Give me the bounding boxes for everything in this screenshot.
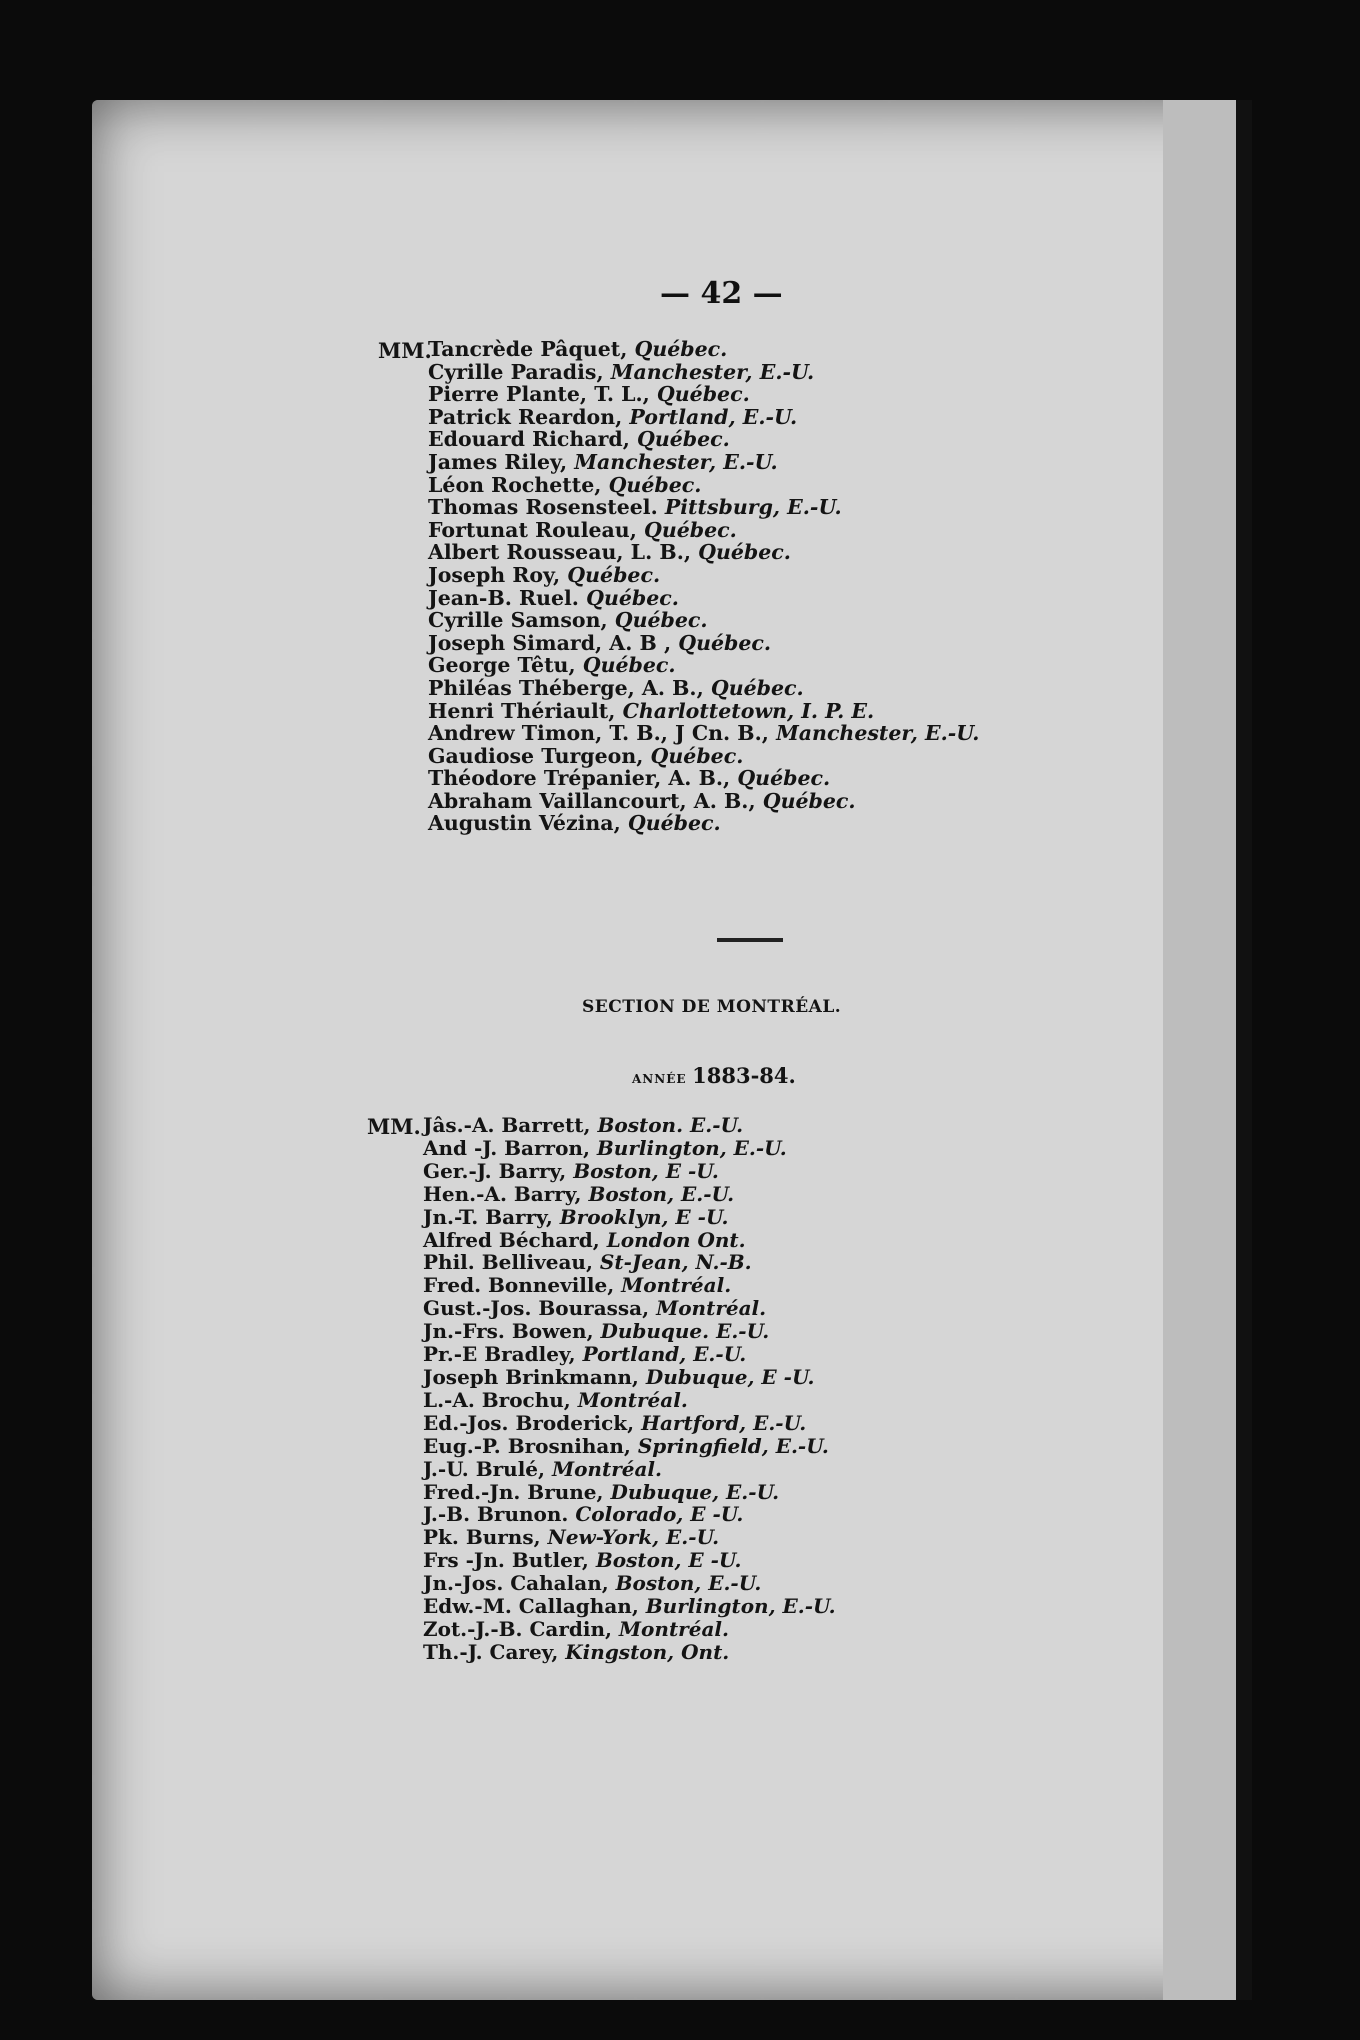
binding-gutter bbox=[1236, 100, 1252, 2000]
member-location: Dubuque, E.-U. bbox=[610, 1479, 780, 1504]
member-location: Québec. bbox=[643, 517, 737, 542]
member-location: Québec. bbox=[678, 630, 772, 655]
member-name: Abraham Vaillancourt, A. B., bbox=[428, 788, 763, 813]
member-location: Colorado, E -U. bbox=[575, 1502, 744, 1527]
member-location: Portland, E.-U. bbox=[582, 1342, 747, 1367]
member-name: Jn.-Frs. Bowen, bbox=[423, 1319, 601, 1344]
list-item bbox=[428, 383, 979, 406]
member-name: Albert Rousseau, L. B., bbox=[428, 540, 699, 565]
list-item bbox=[428, 519, 979, 542]
member-location: Pittsburg, E.-U. bbox=[664, 495, 842, 520]
member-name: Augustin Vézina, bbox=[428, 811, 628, 836]
member-location: Brooklyn, E -U. bbox=[559, 1204, 729, 1229]
list-item bbox=[428, 722, 979, 745]
member-location: Boston, E.-U. bbox=[615, 1571, 762, 1596]
member-location: Québec. bbox=[586, 585, 679, 610]
member-location: Québec. bbox=[737, 766, 831, 791]
list-item bbox=[428, 745, 979, 768]
member-location: Québec. bbox=[614, 608, 708, 633]
member-name: J.-U. Brulé, bbox=[423, 1456, 552, 1481]
list-prefix: MM. bbox=[378, 338, 432, 363]
member-name: Alfred Béchard, bbox=[423, 1227, 607, 1252]
list-item bbox=[423, 1206, 836, 1229]
list-item bbox=[423, 1343, 836, 1366]
list-item bbox=[428, 654, 979, 677]
member-location: Québec. bbox=[710, 675, 804, 700]
list-item bbox=[428, 609, 979, 632]
member-location: Manchester, E.-U. bbox=[776, 721, 980, 746]
member-list-quebec bbox=[428, 338, 979, 835]
list-item bbox=[423, 1595, 836, 1618]
list-item bbox=[428, 677, 979, 700]
member-location: Boston. E.-U. bbox=[597, 1113, 744, 1137]
list-item bbox=[423, 1297, 836, 1320]
member-location: Burlington, E.-U. bbox=[645, 1594, 836, 1619]
member-name: George Têtu, bbox=[428, 653, 583, 678]
list-item bbox=[423, 1389, 836, 1412]
list-item bbox=[423, 1160, 836, 1183]
member-name: Théodore Trépanier, A. B., bbox=[428, 766, 738, 791]
member-name: Ger.-J. Barry, bbox=[423, 1158, 574, 1183]
list-item bbox=[423, 1481, 836, 1504]
member-location: Québec. bbox=[762, 788, 856, 813]
member-location: Montréal. bbox=[656, 1296, 767, 1321]
list-item bbox=[423, 1320, 836, 1343]
member-location: Montréal. bbox=[551, 1456, 662, 1481]
member-location: Boston, E -U. bbox=[573, 1158, 719, 1183]
member-name: Léon Rochette, bbox=[428, 472, 609, 497]
list-item bbox=[423, 1183, 836, 1206]
list-item bbox=[423, 1458, 836, 1481]
member-list-montreal bbox=[423, 1114, 836, 1664]
member-location: Québec. bbox=[582, 653, 676, 678]
member-location: Manchester, E.-U. bbox=[610, 359, 815, 384]
member-location: Québec. bbox=[634, 337, 728, 361]
member-name: Gust.-Jos. Bourassa, bbox=[423, 1296, 657, 1321]
member-name: Cyrille Paradis, bbox=[428, 359, 611, 384]
page-number: — 42 — bbox=[660, 276, 783, 311]
year-label: ANNÉE bbox=[632, 1072, 687, 1086]
list-item bbox=[428, 428, 979, 451]
member-name: Jâs.-A. Barrett, bbox=[423, 1113, 598, 1137]
list-item bbox=[423, 1137, 836, 1160]
member-name: Zot.-J.-B. Cardin, bbox=[423, 1616, 619, 1641]
member-location: Québec. bbox=[627, 811, 721, 836]
member-name: Cyrille Samson, bbox=[428, 608, 615, 633]
list-item bbox=[428, 338, 979, 361]
member-location: Springfield, E.-U. bbox=[637, 1433, 829, 1458]
list-item bbox=[423, 1114, 836, 1137]
member-name: Andrew Timon, T. B., J Cn. B., bbox=[428, 721, 777, 746]
member-location: Québec. bbox=[698, 540, 791, 565]
member-name: Thomas Rosensteel. bbox=[428, 495, 665, 520]
member-location: Kingston, Ont. bbox=[565, 1639, 730, 1664]
list-item bbox=[423, 1366, 836, 1389]
member-name: Phil. Belliveau, bbox=[423, 1250, 600, 1275]
list-item bbox=[428, 496, 979, 519]
member-name: Jean-B. Ruel. bbox=[428, 585, 587, 610]
list-item bbox=[423, 1549, 836, 1572]
member-name: L.-A. Brochu, bbox=[423, 1387, 578, 1412]
list-item bbox=[428, 451, 979, 474]
list-item bbox=[428, 406, 979, 429]
list-item bbox=[428, 361, 979, 384]
member-name: Fortunat Rouleau, bbox=[428, 517, 644, 542]
member-name: Hen.-A. Barry, bbox=[423, 1181, 589, 1206]
member-name: Pr.-E Bradley, bbox=[423, 1342, 583, 1367]
member-name: Joseph Roy, bbox=[428, 562, 568, 587]
list-item bbox=[423, 1641, 836, 1664]
member-location: Montréal. bbox=[577, 1387, 688, 1412]
member-location: Dubuque, E -U. bbox=[645, 1364, 815, 1389]
member-name: Frs -Jn. Butler, bbox=[423, 1548, 596, 1573]
member-name: And -J. Barron, bbox=[423, 1135, 597, 1160]
member-name: Pierre Plante, T. L., bbox=[428, 382, 657, 407]
member-location: St-Jean, N.-B. bbox=[599, 1250, 752, 1275]
member-location: Québec. bbox=[656, 382, 750, 407]
member-name: Patrick Reardon, bbox=[428, 404, 630, 429]
section-title: SECTION DE MONTRÉAL. bbox=[582, 997, 842, 1017]
member-name: Edouard Richard, bbox=[428, 427, 637, 452]
member-location: Burlington, E.-U. bbox=[596, 1135, 787, 1160]
list-item bbox=[423, 1503, 836, 1526]
list-item bbox=[423, 1572, 836, 1595]
member-location: Québec. bbox=[650, 743, 744, 768]
year-heading bbox=[632, 1063, 796, 1088]
list-item bbox=[423, 1435, 836, 1458]
list-item bbox=[423, 1251, 836, 1274]
member-name: Jn.-Jos. Cahalan, bbox=[423, 1571, 616, 1596]
member-name: Fred. Bonneville, bbox=[423, 1273, 622, 1298]
list-item bbox=[428, 790, 979, 813]
list-prefix: MM. bbox=[367, 1114, 421, 1139]
list-item bbox=[428, 700, 979, 723]
member-location: Charlottetown, I. P. E. bbox=[622, 698, 875, 723]
list-item bbox=[428, 632, 979, 655]
list-item bbox=[428, 767, 979, 790]
facing-page-edge bbox=[1163, 100, 1241, 2000]
member-name: Pk. Burns, bbox=[423, 1525, 548, 1550]
section-divider bbox=[717, 938, 783, 942]
member-location: Portland, E.-U. bbox=[629, 404, 798, 429]
member-name: Philéas Théberge, A. B., bbox=[428, 675, 711, 700]
member-location: Manchester, E.-U. bbox=[574, 449, 778, 474]
member-location: Dubuque. E.-U. bbox=[600, 1319, 770, 1344]
member-name: Th.-J. Carey, bbox=[423, 1639, 566, 1664]
list-item bbox=[423, 1274, 836, 1297]
member-name: Jn.-T. Barry, bbox=[423, 1204, 560, 1229]
list-item bbox=[428, 541, 979, 564]
list-item bbox=[428, 474, 979, 497]
member-location: Québec. bbox=[567, 562, 661, 587]
member-location: Boston, E -U. bbox=[595, 1548, 742, 1573]
member-location: Montréal. bbox=[621, 1273, 732, 1298]
member-name: J.-B. Brunon. bbox=[423, 1502, 576, 1527]
member-name: James Riley, bbox=[428, 449, 575, 474]
year-value: 1883-84. bbox=[692, 1063, 796, 1088]
member-name: Henri Thériault, bbox=[428, 698, 623, 723]
member-name: Edw.-M. Callaghan, bbox=[423, 1594, 646, 1619]
list-item bbox=[428, 587, 979, 610]
member-location: New-York, E.-U. bbox=[547, 1525, 720, 1550]
member-name: Gaudiose Turgeon, bbox=[428, 743, 651, 768]
list-item bbox=[423, 1618, 836, 1641]
list-item bbox=[423, 1229, 836, 1252]
member-location: Montréal. bbox=[618, 1616, 729, 1641]
member-location: London Ont. bbox=[606, 1227, 746, 1252]
member-location: Québec. bbox=[608, 472, 702, 497]
member-name: Joseph Brinkmann, bbox=[423, 1364, 646, 1389]
member-name: Ed.-Jos. Broderick, bbox=[423, 1410, 642, 1435]
list-item bbox=[423, 1526, 836, 1549]
list-item bbox=[428, 564, 979, 587]
member-location: Québec. bbox=[637, 427, 730, 452]
list-item bbox=[428, 812, 979, 835]
member-name: Joseph Simard, A. B , bbox=[428, 630, 679, 655]
member-name: Eug.-P. Brosnihan, bbox=[423, 1433, 638, 1458]
member-location: Hartford, E.-U. bbox=[641, 1410, 807, 1435]
member-name: Fred.-Jn. Brune, bbox=[423, 1479, 611, 1504]
member-name: Tancrède Pâquet, bbox=[428, 337, 635, 361]
list-item bbox=[423, 1412, 836, 1435]
member-location: Boston, E.-U. bbox=[588, 1181, 735, 1206]
